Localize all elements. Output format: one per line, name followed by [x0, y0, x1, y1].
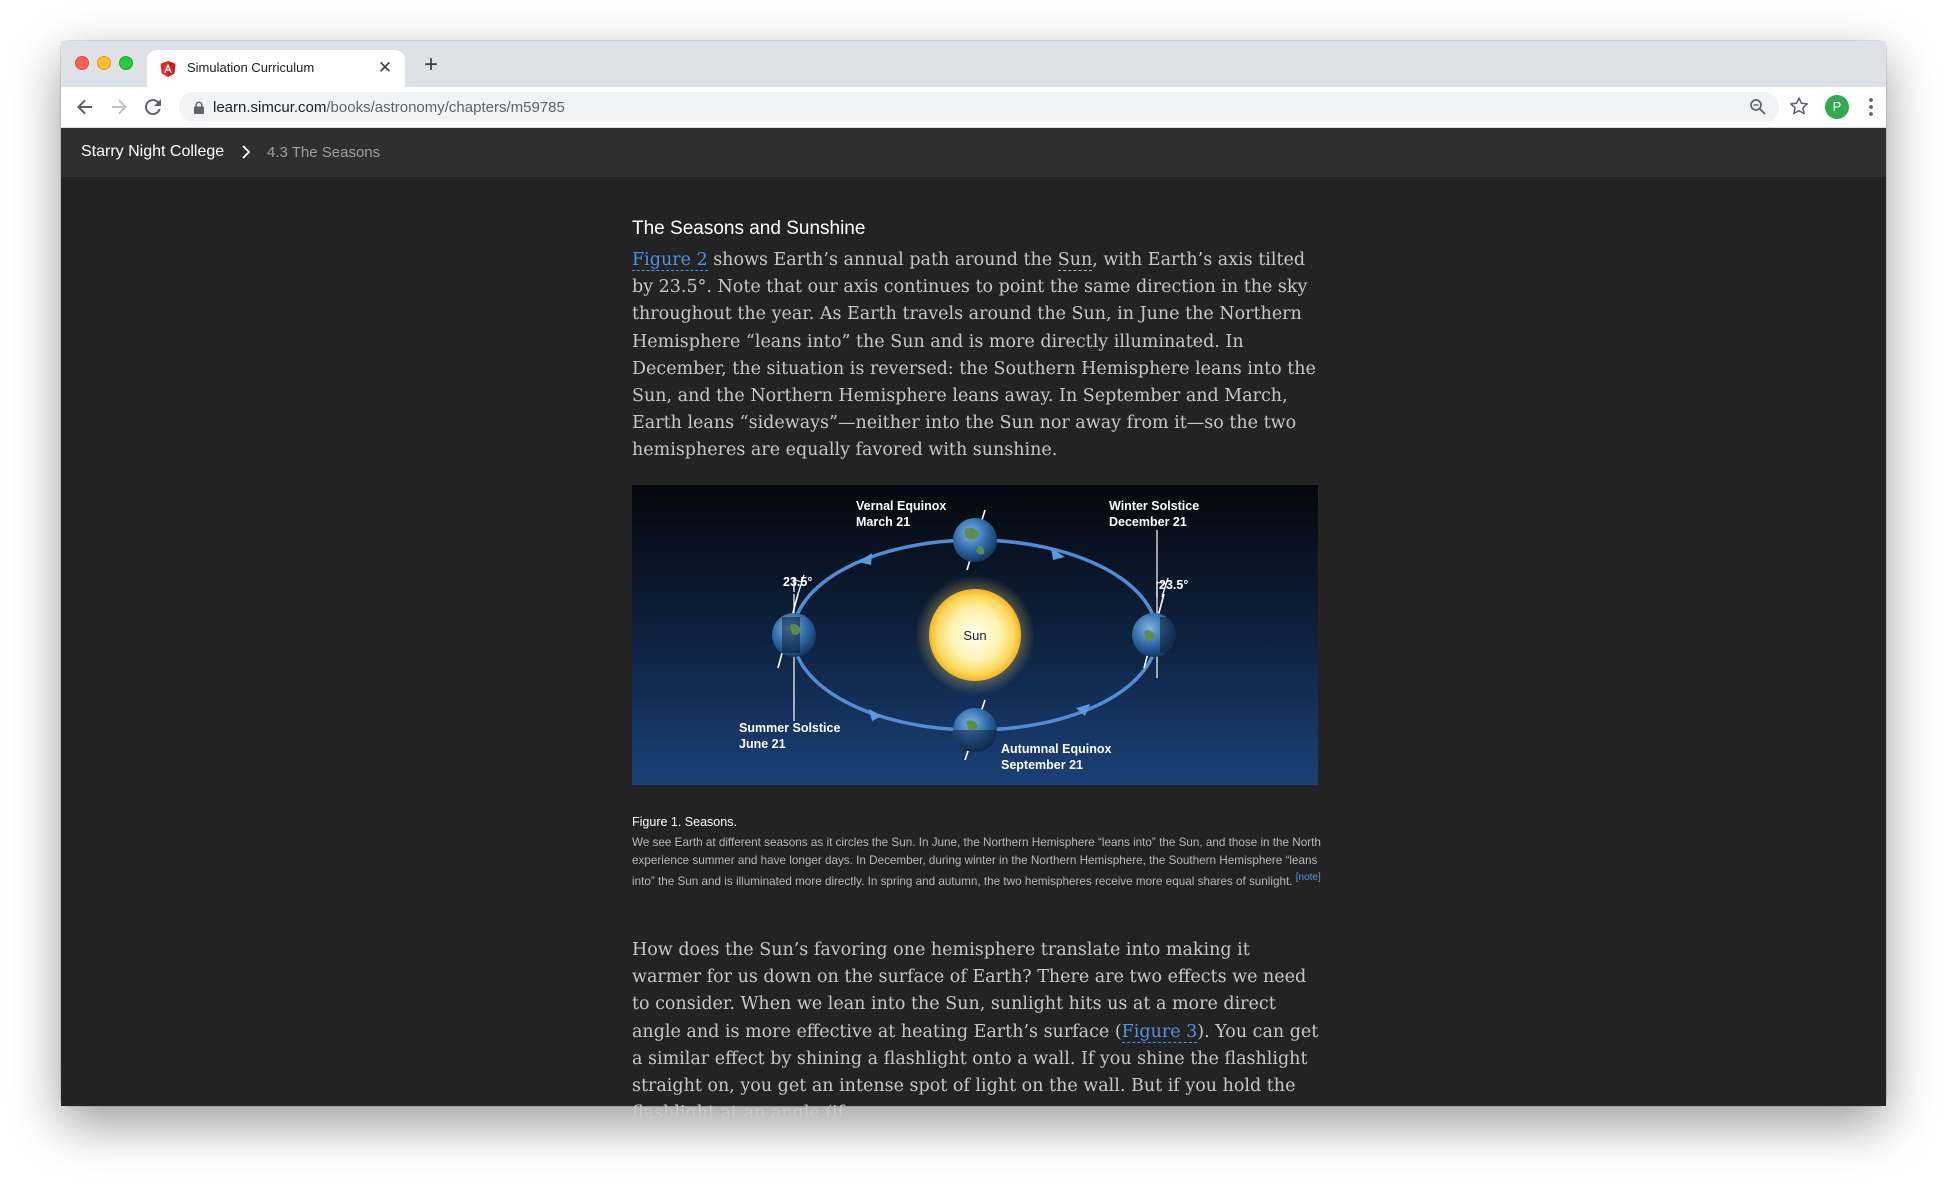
- browser-toolbar: [61, 87, 1886, 128]
- seasons-figure: [632, 485, 1318, 785]
- forward-arrow-icon[interactable]: [107, 95, 131, 119]
- angular-logo-icon: [159, 60, 177, 78]
- reload-icon[interactable]: [141, 95, 165, 119]
- figure-caption-title: Figure 1. Seasons.: [632, 815, 737, 829]
- autumnal-equinox-date: September 21: [1001, 758, 1083, 772]
- vernal-equinox-label: Vernal Equinox: [856, 499, 947, 513]
- address-bar[interactable]: [179, 92, 1779, 122]
- winter-solstice-label: Winter Solstice: [1109, 499, 1200, 513]
- lock-icon[interactable]: [193, 101, 205, 114]
- new-tab-button[interactable]: +: [423, 51, 438, 78]
- minimize-window-button[interactable]: [97, 56, 111, 70]
- paragraph-1-text-a: shows Earth’s annual path around the: [707, 250, 1058, 270]
- tab-strip: [61, 41, 1886, 87]
- sun-glossary-term[interactable]: Sun: [1057, 250, 1093, 270]
- breadcrumb-current: 4.3 The Seasons: [267, 144, 381, 161]
- paragraph-1: [632, 247, 1322, 465]
- paragraph-2: [632, 937, 1322, 1127]
- paragraph-2-text-a: How does the Sun’s favoring one hemisphere translate into making it warmer for us down on the surface of Earth? There are two effects we need to consider. When we lean into the Sun, sunlight hits us at a more direct angle and is more effective at heating Earth’s surface (: [632, 940, 1307, 1042]
- figure-caption-text: We see Earth at different seasons as it circles the Sun. In June, the Northern Hemisphere “leans into” the Sun, and those in the North experience summer and have longer days. In December, during winter in the Northern Hemisphere, the Southern Hemisphere “leans into” the Sun and is illuminated more directly. In spring and autumn, the two hemispheres receive more equal shares of sunlight.: [632, 836, 1321, 889]
- tab-close-icon[interactable]: ✕: [377, 58, 393, 77]
- more-menu-icon[interactable]: [1861, 96, 1881, 118]
- breadcrumb-home-link[interactable]: Starry Night College: [81, 143, 225, 160]
- tab-title: Simulation Curriculum: [187, 60, 315, 75]
- figure-2-link[interactable]: Figure 2: [632, 250, 708, 270]
- profile-avatar[interactable]: P: [1825, 95, 1849, 119]
- section-heading: The Seasons and Sunshine: [632, 218, 866, 239]
- browser-tab[interactable]: [147, 50, 405, 87]
- back-arrow-icon[interactable]: [73, 95, 97, 119]
- breadcrumb: [61, 128, 1886, 177]
- note-link[interactable]: [note]: [1295, 872, 1321, 884]
- bookmark-star-icon[interactable]: [1789, 96, 1809, 116]
- summer-solstice-date: June 21: [739, 737, 786, 751]
- paragraph-2-text-b: ). You can get a similar effect by shining a flashlight onto a wall. If you shine the flashlight straight on, you get an intense spot of light on the wall. But if you hold the flashlight at an angle (if: [632, 1021, 1319, 1124]
- vernal-equinox-date: March 21: [856, 515, 911, 529]
- tilt-angle-left-label: 23.5°: [783, 575, 813, 589]
- figure-3-link[interactable]: Figure 3: [1121, 1021, 1198, 1042]
- sun-label: Sun: [963, 628, 987, 643]
- figure-caption: [632, 834, 1322, 891]
- autumnal-equinox-label: Autumnal Equinox: [1001, 742, 1112, 756]
- maximize-window-button[interactable]: [119, 56, 133, 70]
- winter-solstice-date: December 21: [1109, 515, 1187, 529]
- url-host: learn.simcur.com: [213, 99, 327, 116]
- page-content: [61, 128, 1886, 1124]
- browser-window: [61, 41, 1886, 1124]
- url-path: /books/astronomy/chapters/m59785: [326, 99, 565, 116]
- tilt-angle-right-label: 23.5°: [1159, 578, 1189, 592]
- zoom-icon[interactable]: [1749, 98, 1767, 116]
- chevron-right-icon: [239, 144, 253, 160]
- url-text[interactable]: [213, 99, 565, 116]
- paragraph-1-text-b: , with Earth’s axis tilted by 23.5°. Note that our axis continues to point the same direction in the sky throughout the year. As Earth travels around the Sun, in June the Northern Hemisphere “leans into” the Sun and is more directly illuminated. In December, the situation is reversed: the Southern Hemisphere leans into the Sun, and the Northern Hemisphere leans away. In September and March, Earth leans “sideways”—neither into the Sun nor away from it—so the two hemispheres are equally favored with sunshine.: [632, 250, 1316, 461]
- summer-solstice-label: Summer Solstice: [739, 721, 841, 735]
- close-window-button[interactable]: [75, 56, 89, 70]
